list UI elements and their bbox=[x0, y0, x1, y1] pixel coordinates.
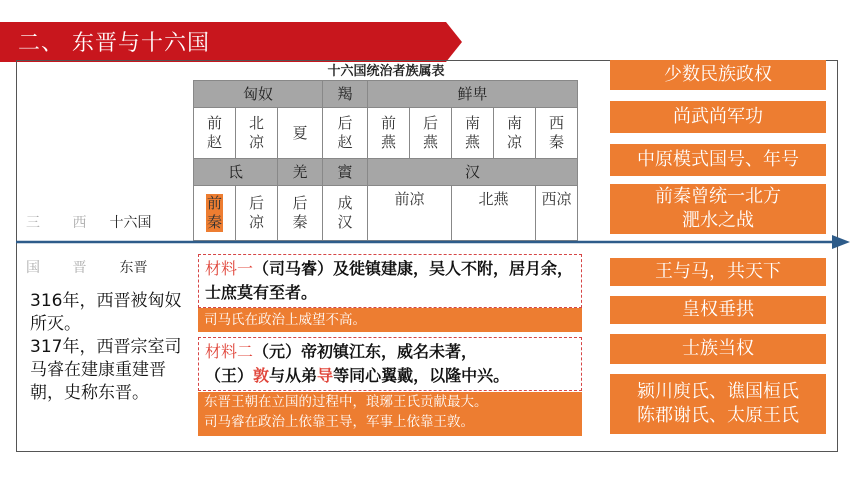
table-cell: 氐 bbox=[194, 159, 278, 186]
material-1-conclusion: 司马氏在政治上威望不高。 bbox=[198, 308, 582, 332]
table-cell: 西凉 bbox=[536, 186, 578, 241]
table-cell: 汉 bbox=[368, 159, 578, 186]
era-label-top: 三 西 十六国 bbox=[26, 215, 152, 231]
table-cell: 匈奴 bbox=[194, 81, 323, 108]
table-cell: 前 赵 bbox=[194, 108, 236, 159]
table-cell: 羌 bbox=[278, 159, 323, 186]
material-1-text: 材料一（司马睿）及徙镇建康，吴人不附，居月余，士庶莫有至者。 bbox=[205, 259, 574, 302]
material-2-conclusion: 东晋王朝在立国的过程中，琅琊王氏贡献最大。 司马睿在政治上依靠王导，军事上依靠王敦。 bbox=[198, 392, 582, 436]
table-cell: 羯 bbox=[323, 81, 368, 108]
table-title: 十六国统治者族属表 bbox=[327, 64, 445, 79]
narrative-p2: 317年，西晋宗室司马睿在建康重建晋朝，史称东晋。 bbox=[30, 337, 182, 403]
table-cell: 北燕 bbox=[452, 186, 536, 241]
table-cell: 后 燕 bbox=[410, 108, 452, 159]
table-cell: 后 赵 bbox=[323, 108, 368, 159]
point-great-clans: 颍川庾氏、谯国桓氏 陈郡谢氏、太原王氏 bbox=[610, 374, 826, 434]
point-martial-merit: 尚武尚军功 bbox=[610, 101, 826, 133]
section-title: 二、 东晋与十六国 bbox=[18, 31, 210, 56]
table-cell: 后 秦 bbox=[278, 186, 323, 241]
table-cell: 后 凉 bbox=[236, 186, 278, 241]
point-imperial-power: 皇权垂拱 bbox=[610, 296, 826, 324]
table-cell: 西 秦 bbox=[536, 108, 578, 159]
point-minority-regime: 少数民族政权 bbox=[610, 60, 826, 90]
tribe-table bbox=[193, 80, 578, 241]
table-cell: 夏 bbox=[278, 108, 323, 159]
point-wang-and-ma: 王与马，共天下 bbox=[610, 258, 826, 286]
table-cell: 鲜卑 bbox=[368, 81, 578, 108]
point-central-model: 中原模式国号、年号 bbox=[610, 144, 826, 176]
table-cell: 前 秦 bbox=[194, 186, 236, 241]
material-2-box bbox=[198, 337, 582, 391]
era-label-bottom: 国 晋 东晋 bbox=[26, 260, 148, 276]
point-gentry-rule: 士族当权 bbox=[610, 334, 826, 364]
table-cell: 南 凉 bbox=[494, 108, 536, 159]
section-header bbox=[0, 22, 462, 62]
table-row bbox=[194, 159, 578, 186]
table-cell: 北 凉 bbox=[236, 108, 278, 159]
table-cell: 成 汉 bbox=[323, 186, 368, 241]
table-cell: 南 燕 bbox=[452, 108, 494, 159]
table-row bbox=[194, 108, 578, 159]
table-row bbox=[194, 81, 578, 108]
narrative-p1: 316年，西晋被匈奴所灭。 bbox=[30, 291, 182, 334]
narrative-text bbox=[30, 290, 195, 405]
table-cell: 前 燕 bbox=[368, 108, 410, 159]
material-1-box bbox=[198, 254, 582, 308]
material-2-text: 材料二（元）帝初镇江东，威名未著， （王）敦与从弟导等同心翼戴，以隆中兴。 bbox=[205, 342, 510, 385]
table-cell: 賨 bbox=[323, 159, 368, 186]
point-former-qin: 前秦曾统一北方 淝水之战 bbox=[610, 184, 826, 234]
table-cell: 前凉 bbox=[368, 186, 452, 241]
timeline-arrow bbox=[16, 232, 850, 252]
